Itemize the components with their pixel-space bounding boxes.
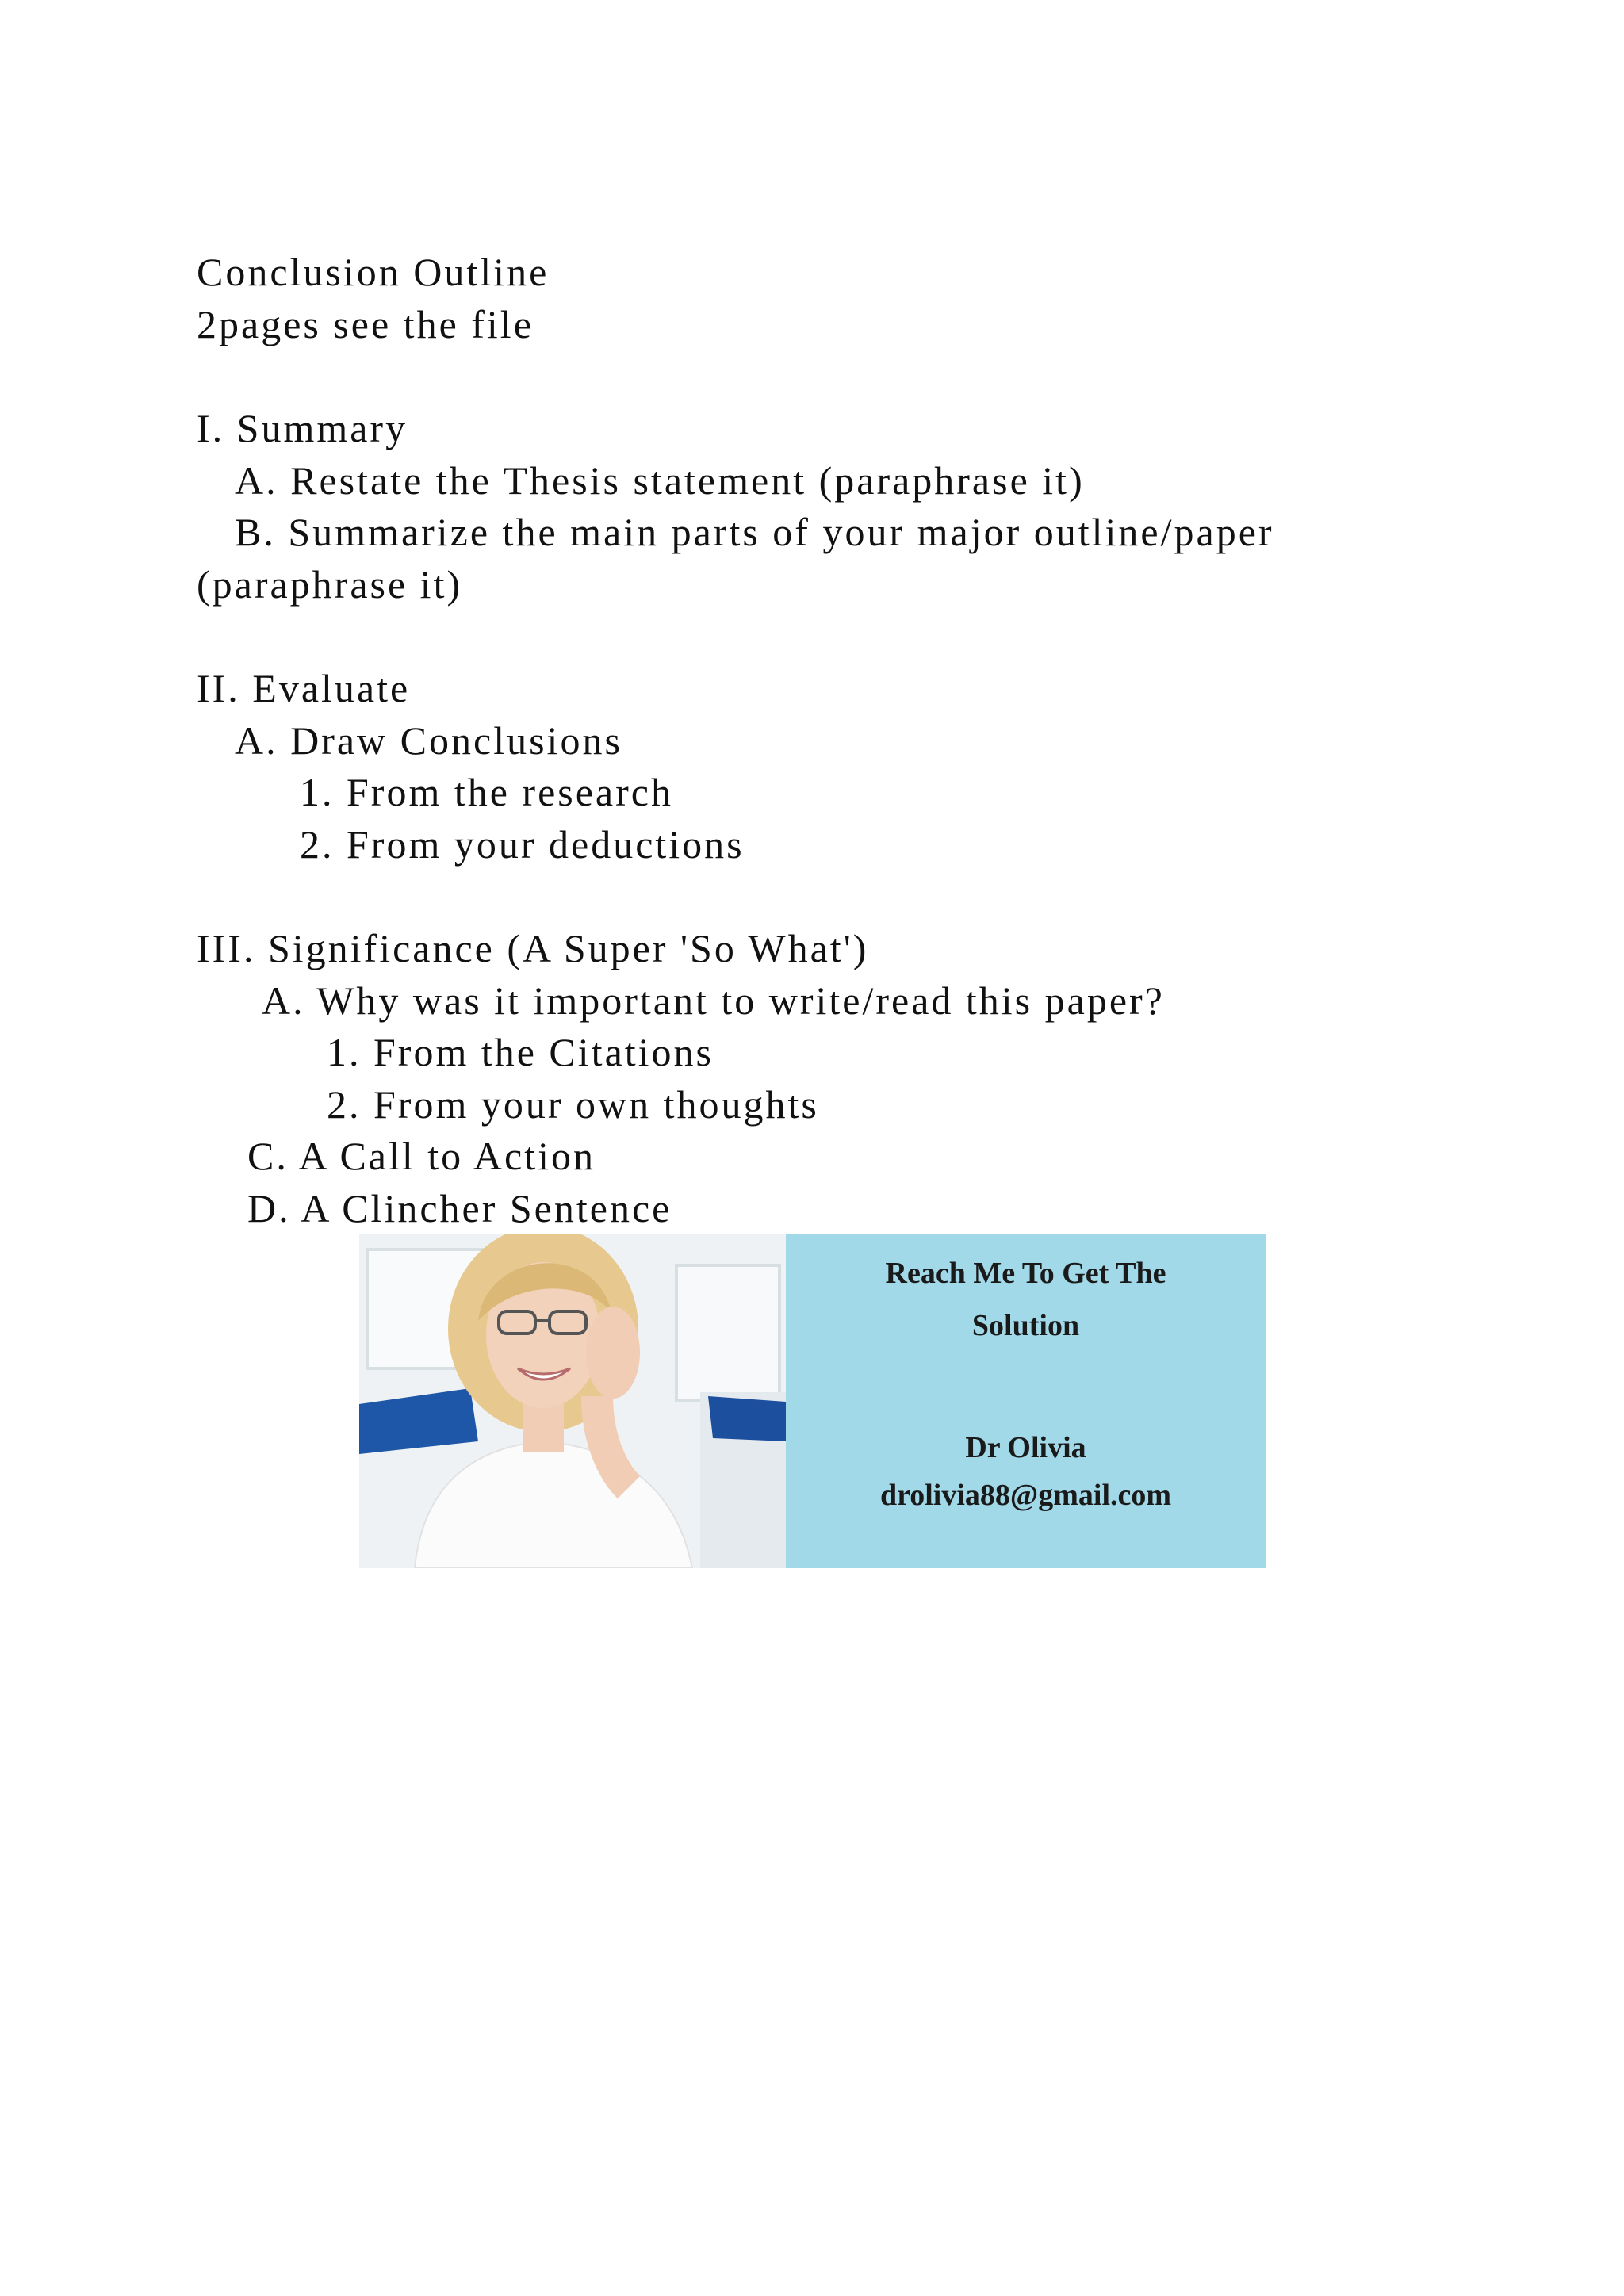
section-evaluate-heading: II. Evaluate: [197, 666, 411, 710]
card-heading-line1: Reach Me To Get The: [885, 1257, 1166, 1290]
document-title: Conclusion Outline: [197, 250, 550, 294]
significance-item-a: A. Why was it important to write/read this paper?: [262, 978, 1165, 1023]
document-subtitle: 2pages see the file: [197, 302, 534, 346]
contact-name: Dr Olivia: [965, 1431, 1086, 1464]
significance-item-2: 2. From your own thoughts: [327, 1082, 819, 1127]
photo-illustration: [359, 1234, 786, 1568]
section-significance-heading: III. Significance (A Super 'So What'): [197, 926, 869, 970]
evaluate-item-2: 2. From your deductions: [300, 822, 745, 867]
evaluate-item-1: 1. From the research: [300, 770, 673, 814]
woman-photo: [359, 1234, 786, 1568]
significance-item-1: 1. From the Citations: [327, 1030, 714, 1074]
significance-item-d: D. A Clincher Sentence: [247, 1186, 672, 1230]
summary-item-b-continued: (paraphrase it): [197, 562, 463, 607]
card-heading-line2: Solution: [971, 1309, 1080, 1342]
summary-item-a: A. Restate the Thesis statement (paraphrase it): [235, 458, 1085, 503]
summary-item-b: B. Summarize the main parts of your major outline/paper: [235, 510, 1274, 554]
contact-card: [786, 1234, 1266, 1568]
evaluate-item-a: A. Draw Conclusions: [235, 718, 622, 763]
contact-email: drolivia88@gmail.com: [879, 1479, 1172, 1512]
contact-banner: [359, 1234, 1266, 1568]
significance-item-c: C. A Call to Action: [247, 1134, 596, 1178]
section-summary-heading: I. Summary: [197, 406, 408, 450]
